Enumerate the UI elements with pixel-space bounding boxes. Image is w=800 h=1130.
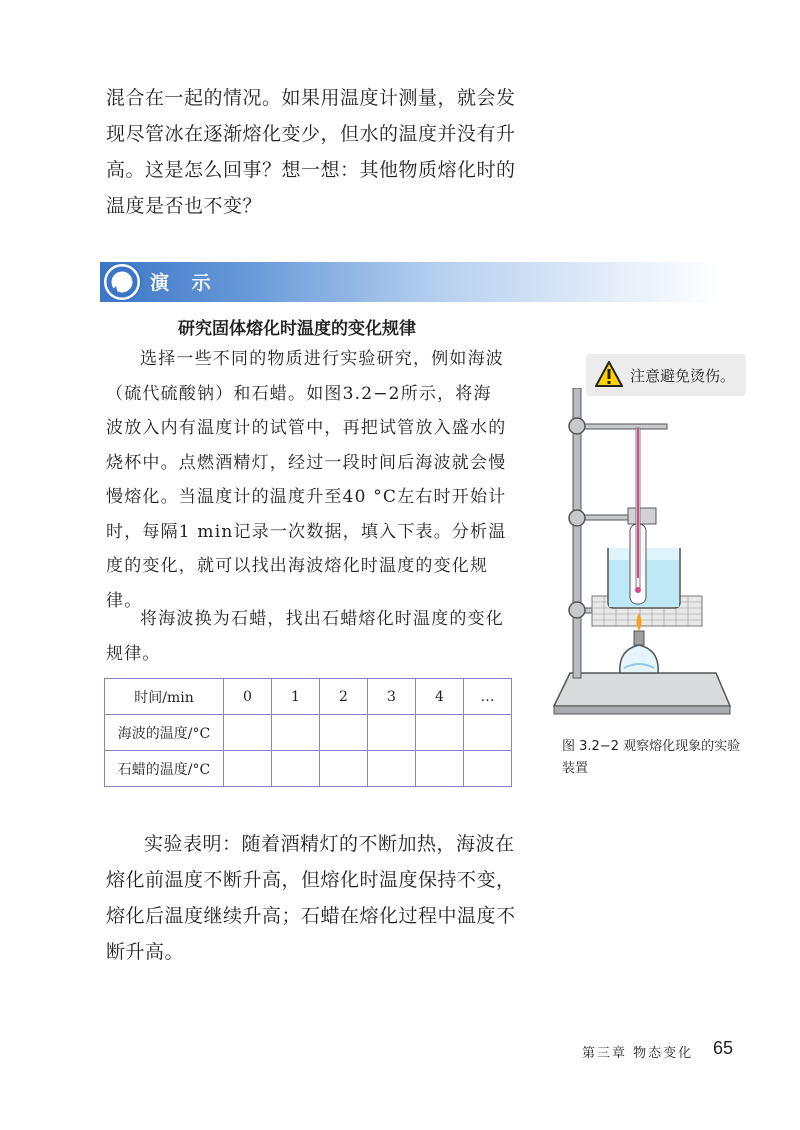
table-row-label: 石蜡的温度/°C	[105, 751, 224, 787]
figure-caption: 图 3.2−2 观察熔化现象的实验装置	[562, 739, 741, 776]
replace-paragraph: 将海波换为石蜡，找出石蜡熔化时温度的变化规律。	[106, 609, 504, 664]
conclusion-paragraph: 实验表明：随着酒精灯的不断加热，海波在熔化前温度不断升高，但熔化时温度保持不变，熔化后温度继续升高；石蜡在熔化过程中温度不断升高。	[106, 833, 516, 963]
chapter-footer: 第三章 物态变化	[582, 1046, 694, 1061]
table-cell	[464, 715, 512, 751]
table-row	[105, 679, 512, 715]
table-cell	[272, 751, 320, 787]
table-row	[105, 715, 512, 751]
table-cell	[416, 751, 464, 787]
table-cell	[320, 751, 368, 787]
table-header-cell: 4	[416, 679, 464, 715]
melting-apparatus-illustration	[548, 388, 738, 728]
method-paragraph: 选择一些不同的物质进行实验研究，例如海波（硫代硫酸钠）和石蜡。如图3.2−2所示，将海波放入内有温度计的试管中，再把试管放入盛水的烧杯中。点燃酒精灯，经过一段时间后海波就会慢慢熔化。当温度计的温度升至40 °C左右时开始计时，每隔1 min记录一次数据，填入下表。分析温度的变化，就可以找出海波熔化时温度的变化规律。	[106, 349, 507, 611]
table-row-label: 海波的温度/°C	[105, 715, 224, 751]
table-header-cell: 时间/min	[105, 679, 224, 715]
table-cell	[368, 715, 416, 751]
table-row	[105, 751, 512, 787]
table-header-cell: …	[464, 679, 512, 715]
table-cell	[368, 751, 416, 787]
table-header-cell: 1	[272, 679, 320, 715]
experiment-title: 研究固体熔化时温度的变化规律	[178, 319, 416, 339]
warning-text: 注意避免烫伤。	[630, 367, 736, 385]
table-cell	[224, 751, 272, 787]
table-cell	[224, 715, 272, 751]
table-header-cell: 0	[224, 679, 272, 715]
demo-label: 演 示	[150, 272, 219, 294]
page-number: 65	[713, 1038, 734, 1058]
table-header-cell: 3	[368, 679, 416, 715]
table-cell	[320, 715, 368, 751]
table-header-cell: 2	[320, 679, 368, 715]
warning-icon	[594, 360, 624, 388]
table-cell	[416, 715, 464, 751]
table-cell	[272, 715, 320, 751]
demo-speech-icon	[102, 262, 142, 302]
data-table	[104, 678, 512, 787]
intro-paragraph: 混合在一起的情况。如果用温度计测量，就会发现尽管冰在逐渐熔化变少，但水的温度并没有升高。这是怎么回事？想一想：其他物质熔化时的温度是否也不变？	[106, 87, 516, 217]
table-cell	[464, 751, 512, 787]
